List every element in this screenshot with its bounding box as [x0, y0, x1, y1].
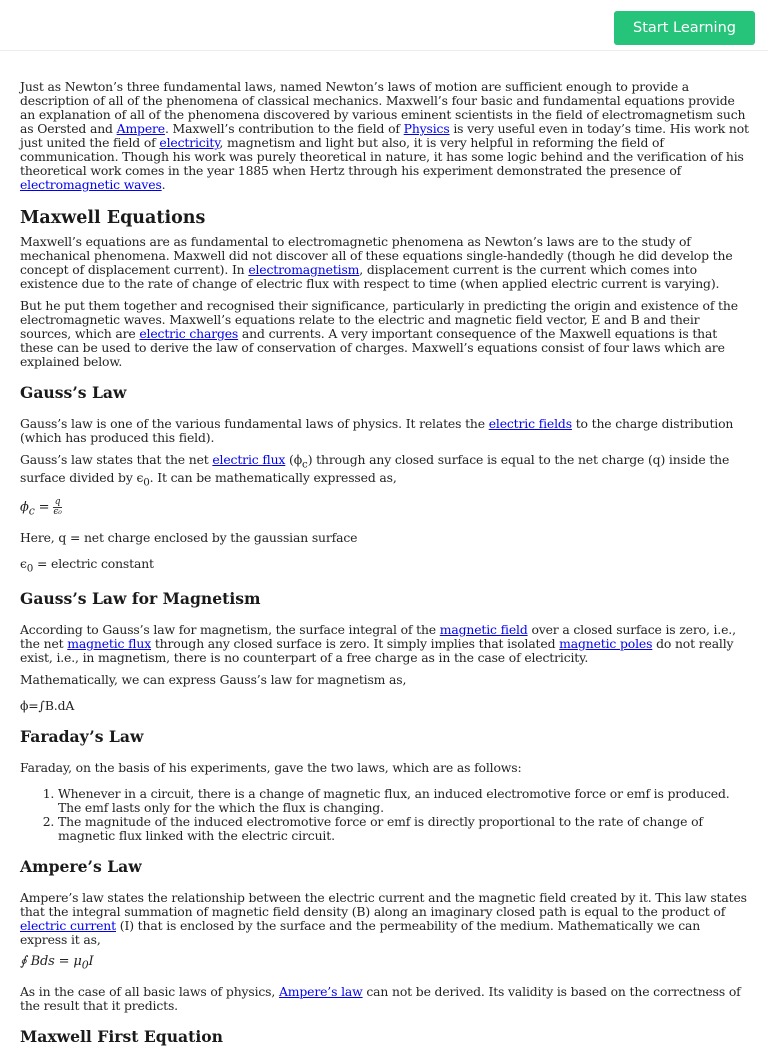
link-electricity[interactable]: electricity	[159, 135, 220, 150]
link-electric-flux[interactable]: electric flux	[212, 452, 286, 467]
link-magnetic-poles[interactable]: magnetic poles	[559, 636, 653, 651]
link-electromagnetism[interactable]: electromagnetism	[248, 262, 360, 277]
gauss-epsilon-line: $\epsilon_0$ = electric constant	[20, 555, 154, 574]
link-magnetic-field[interactable]: magnetic field	[439, 622, 528, 637]
article-body	[20, 80, 749, 1061]
list-item: 1. Whenever in a circuit, there is a change of magnetic flux, an induced electromotive force or emf is produced. The emf lasts only for the which the flux is changing.	[58, 787, 749, 815]
start-learning-button[interactable]: Start Learning	[614, 11, 755, 45]
heading-maxwell-equations: Maxwell Equations	[20, 208, 206, 228]
fraction: $\frac{q}{\text{ϵ₀}}$	[53, 496, 62, 517]
link-electromagnetic-waves[interactable]: electromagnetic waves	[20, 177, 162, 192]
ampere-paragraph-1: Ampere’s law states the relationship between the electric current and the magnetic field created by it. This law states that the integral summation of magnetic field density (B) along an imaginary closed path is equal to the product of electric current (I) that is enclosed by the surface and the permeability of the medium. Mathematically we can express it as,	[20, 890, 747, 947]
list-item: 2. The magnitude of the induced electromotive force or emf is directly proportional to the rate of change of magnetic flux linked with the electric circuit.	[58, 815, 749, 843]
link-magnetic-flux[interactable]: magnetic flux	[67, 636, 152, 651]
gauss-here-line: Here, q = net charge enclosed by the gaussian surface	[20, 529, 358, 545]
heading-gauss-law: Gauss’s Law	[20, 383, 127, 402]
gauss-formula: $\phi_c$ = $\frac{q}{\text{ϵ₀}}$	[20, 496, 62, 518]
faraday-paragraph: Faraday, on the basis of his experiments, gave the two laws, which are as follows:	[20, 760, 522, 775]
link-electric-charges[interactable]: electric charges	[139, 326, 239, 341]
link-ampere[interactable]: Ampere	[116, 121, 165, 136]
heading-faraday-law: Faraday’s Law	[20, 727, 144, 746]
gauss-paragraph-1: Gauss’s law is one of the various fundamental laws of physics. It relates the electric fields to the charge distribution (which has produced this field).	[20, 416, 734, 445]
intro-paragraph: Just as Newton’s three fundamental laws, named Newton’s laws of motion are sufficient enough to provide a description of all of the phenomena of classical mechanics. Maxwell’s four basic and fundamental equations provide an explanation of all of the phenomena discovered by various eminent scientists in the field of electromagnetism such as Oersted and Ampere. Maxwell’s contribution to the field of Physics is very useful even in today’s time. His work not just united the field of electricity, magnetism and light but also, it is very helpful in reforming the field of communication. Though his work was purely theoretical in nature, it has some logic behind and the verification of his theoretical work comes in the year 1885 when Hertz through his experiment demonstrated the presence of electromagnetic waves.	[20, 79, 749, 192]
gauss-magnetism-paragraph-2: Mathematically, we can express Gauss’s law for magnetism as,	[20, 672, 407, 687]
heading-maxwell-first-equation: Maxwell First Equation	[20, 1026, 224, 1046]
gauss-paragraph-2: Gauss’s law states that the net electric flux $(\phi_c)$ through any closed surface is equal to the net charge (q) inside the surface divided by $\epsilon_0$. It can be mathematically expressed as,	[20, 452, 730, 489]
maxwell-paragraph-2: But he put them together and recognised their significance, particularly in predicting the origin and existence of the electromagnetic waves. Maxwell’s equations relate to the electric and magnetic field vector, E and B and their sources, which are electric charges and currents. A very important consequence of the Maxwell equations is that these can be used to derive the law of conservation of charges. Maxwell’s equations consist of four laws which are explained below.	[20, 298, 738, 369]
link-amperes-law[interactable]: Ampere’s law	[278, 983, 363, 999]
faraday-laws-list	[20, 787, 749, 843]
heading-gauss-magnetism: Gauss’s Law for Magnetism	[20, 589, 261, 608]
link-physics[interactable]: Physics	[403, 121, 450, 136]
maxwell-paragraph-1: Maxwell’s equations are as fundamental to electromagnetic phenomena as Newton’s laws are to the study of mechanical phenomena. Maxwell did not discover all of these equations single-handedly (though he did develop the concept of displacement current). In electromagnetism, displacement current is the current which comes into existence due to the rate of change of electric flux with respect to time (when applied electric current is varying).	[20, 234, 733, 291]
ampere-formula: ∮ Bds = $\mu_0I$	[20, 954, 94, 972]
heading-ampere-law: Ampere’s Law	[20, 857, 142, 876]
top-bar	[0, 0, 768, 51]
link-electric-current[interactable]: electric current	[20, 918, 116, 933]
gauss-magnetism-paragraph-1: According to Gauss’s law for magnetism, the surface integral of the magnetic field over a closed surface is zero, i.e., the net magnetic flux through any closed surface is zero. It simply implies that isolated magnetic poles do not really exist, i.e., in magnetism, there is no counterpart of a free charge as in the case of electricity.	[20, 622, 736, 665]
ampere-paragraph-2: As in the case of all basic laws of physics, Ampere’s law can not be derived. Its validity is based on the correctness of the result that it predicts.	[20, 983, 741, 1013]
gauss-magnetism-formula: ϕ=∫B.dA	[20, 698, 75, 713]
link-electric-fields[interactable]: electric fields	[488, 416, 572, 431]
